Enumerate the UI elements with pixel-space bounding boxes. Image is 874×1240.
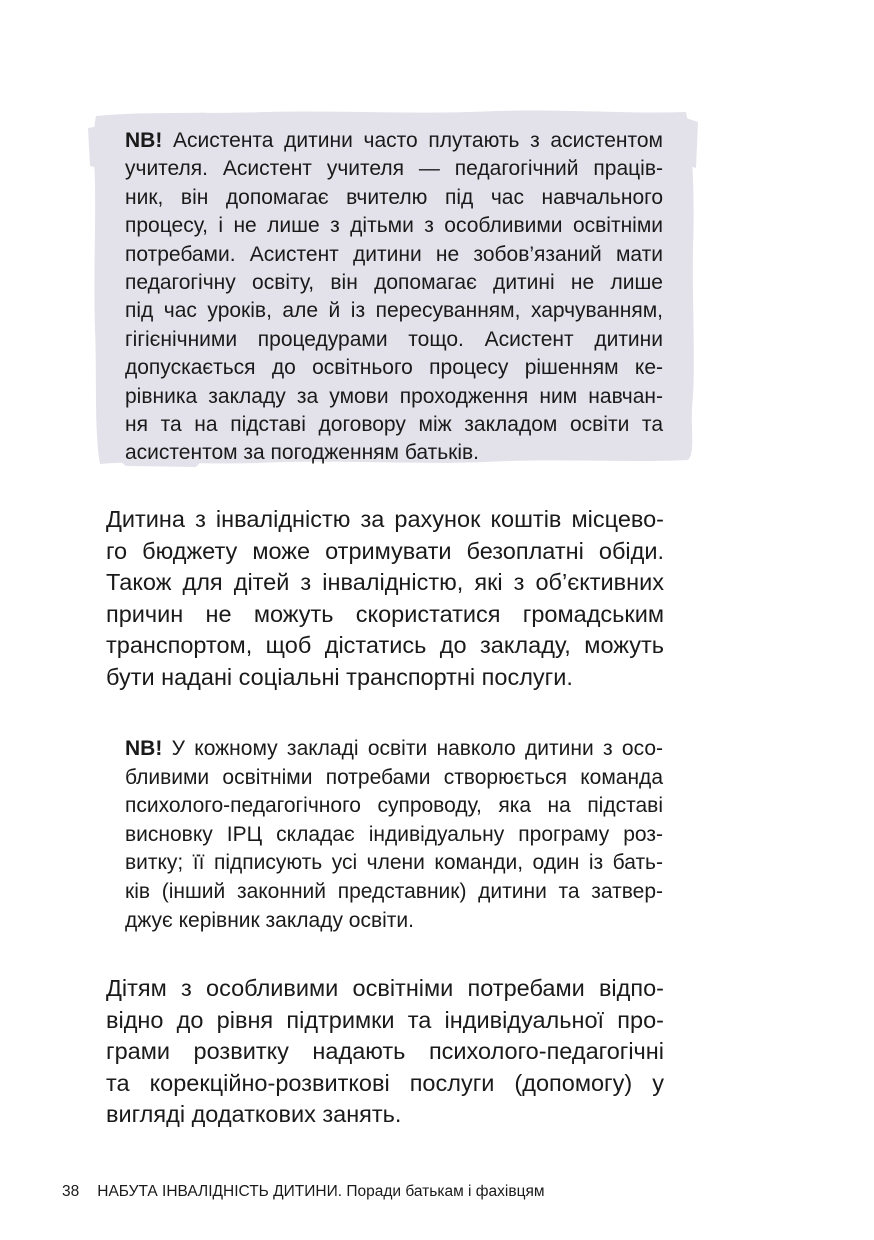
page-footer — [62, 1183, 545, 1201]
nb-plain-line-5: ків (інший законний представник) дитини та затвер- — [125, 879, 663, 903]
paragraph-free-meals-transport — [106, 504, 664, 693]
nb-box-line-10: ня та на підставі договору між закладом освіти та — [125, 413, 663, 437]
para1-line-5: бути надані соціальні транспортні послуги. — [106, 663, 573, 690]
para2-line-1: відно до рівня підтримки та індивідуальної про- — [106, 1006, 664, 1033]
nb-plain-line-4: витку; її підписують усі члени команди, один із бать- — [125, 851, 663, 875]
nb-label: NB! — [125, 737, 163, 760]
nb-box-line-11: асистентом за погодженням батьків. — [125, 441, 479, 465]
nb-plain-line-0: NB! У кожному закладі освіти навколо дитини з осо- — [125, 737, 663, 760]
nb-box-line-1: учителя. Асистент учителя — педагогічний праців- — [125, 157, 663, 181]
page-number: 38 — [62, 1183, 80, 1200]
nb-plain-line-1: бливими освітніми потребами створюється команда — [125, 765, 663, 789]
nb-box-line-4: потребами. Асистент дитини не зобов’язаний мати — [125, 242, 663, 266]
para1-line-3: причин не можуть скористатися громадським — [106, 600, 664, 627]
para1-line-0: Дитина з інвалідністю за рахунок коштів місцево- — [106, 506, 664, 532]
para2-line-3: та корекційно-розвиткові послуги (допомогу) у — [106, 1069, 664, 1096]
nb-box-line-3: процесу, і не лише з дітьми з особливими освітніми — [125, 214, 663, 238]
nb-plain-line-3: висновку ІРЦ складає індивідуальну програму роз- — [125, 822, 663, 846]
para2-line-0: Дітям з особливими освітніми потребами відпо- — [106, 975, 664, 1001]
nb-box-line-7: гігієнічними процедурами тощо. Асистент дитини — [125, 327, 663, 351]
nb-plain-line-6: джує керівник закладу освіти. — [125, 908, 414, 932]
nb-callout-support-team — [125, 735, 663, 935]
paragraph-psycho-pedagogical-services — [106, 973, 664, 1131]
nb-box-line-9: рівника закладу за умови проходження ним навчан- — [125, 384, 663, 408]
nb-box-line-8: допускається до освітнього процесу рішенням ке- — [125, 356, 663, 380]
nb-box-line-2: ник, він допомагає вчителю під час навчального — [125, 185, 663, 209]
footer-subtitle: Поради батькам і фахівцям — [342, 1183, 545, 1200]
para2-line-4: вигляді додаткових занять. — [106, 1101, 402, 1127]
para1-line-1: го бюджету може отримувати безоплатні обіди. — [106, 537, 664, 564]
nb-plain-line-2: психолого-педагогічного супроводу, яка на підставі — [125, 794, 663, 818]
nb-callout-assistant — [125, 127, 663, 468]
nb-label: NB! — [125, 129, 163, 152]
para1-line-4: транспортом, щоб дістатись до закладу, можуть — [106, 632, 664, 658]
nb-box-line-0: NB! Асистента дитини часто плутають з асистентом — [125, 129, 663, 152]
footer-title: НАБУТА ІНВАЛІДНІСТЬ ДИТИНИ. — [97, 1183, 343, 1200]
nb-box-line-5: педагогічну освіту, він допомагає дитині не лише — [125, 271, 663, 295]
para2-line-2: грами розвитку надають психолого-педагогічні — [106, 1038, 664, 1064]
nb-box-line-6: під час уроків, але й із пересуванням, харчуванням, — [125, 299, 663, 323]
para1-line-2: Також для дітей з інвалідністю, які з об’єктивних — [106, 569, 664, 595]
